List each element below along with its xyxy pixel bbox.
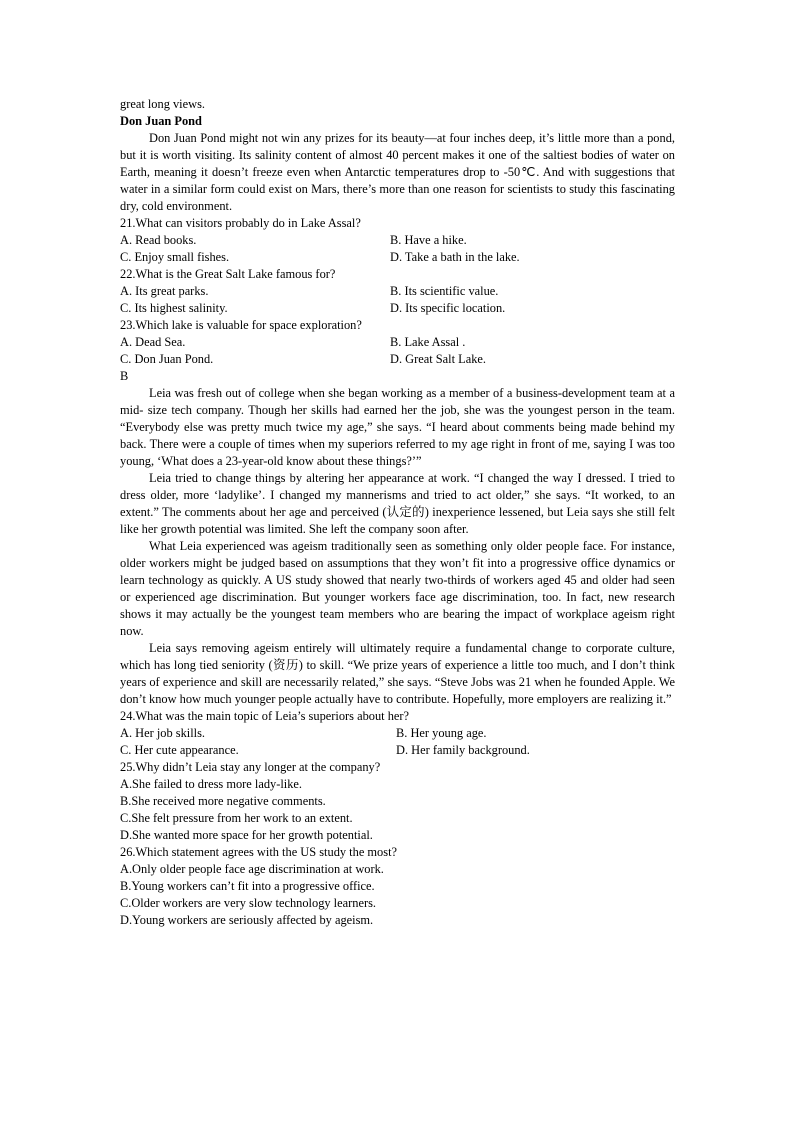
question: 25.Why didn’t Leia stay any longer at the company? — [120, 760, 381, 774]
option: C. Enjoy small fishes. — [120, 250, 230, 264]
question: 23.Which lake is valuable for space exploration? — [120, 318, 362, 332]
option: D. Take a bath in the lake. — [390, 250, 520, 264]
question: 21.What can visitors probably do in Lake Assal? — [120, 216, 361, 230]
question: 26.Which statement agrees with the US study the most? — [120, 845, 398, 859]
option: B. Her young age. — [396, 726, 487, 740]
section-heading: Don Juan Pond — [120, 114, 202, 128]
question: 22.What is the Great Salt Lake famous for? — [120, 267, 336, 281]
option: B.She received more negative comments. — [120, 794, 326, 808]
paragraph: Leia was fresh out of college when she began working as a member of a business-development team at a mid- size tech company. Though her skills had earned her the job, she was the youngest person in the team. “Everybody else was pretty much twice my age,” she says. “I heard about comments being made behind my back. There were a couple of times when my superiors referred to my age right in front of me, saying I was too young, ‘What does a 23-year-old know about these things?’” — [120, 386, 675, 468]
question: 24.What was the main topic of Leia’s superiors about her? — [120, 709, 410, 723]
option-row — [120, 742, 675, 759]
section-label: B — [120, 369, 129, 383]
option: D.Young workers are seriously affected by ageism. — [120, 913, 374, 927]
option-row — [120, 283, 675, 300]
option-row — [120, 725, 675, 742]
option: C.She felt pressure from her work to an extent. — [120, 811, 353, 825]
option: B. Its scientific value. — [390, 284, 499, 298]
paragraph: Leia says removing ageism entirely will ultimately require a fundamental change to corporate culture, which has long tied seniority (资历) to skill. “We prize years of experience a little too much, and I don’t think years of experience and skill are necessarily related,” she says. “Steve Jobs was 21 when he founded Apple. We don’t know how much younger people actually have to contribute. Hopefully, more employers are realizing it.” — [120, 641, 675, 706]
option: A. Its great parks. — [120, 284, 209, 298]
option-row — [120, 300, 675, 317]
option: C. Her cute appearance. — [120, 743, 239, 757]
option: C. Don Juan Pond. — [120, 352, 214, 366]
option: D. Its specific location. — [390, 301, 506, 315]
option: B. Lake Assal . — [390, 335, 466, 349]
option: A.She failed to dress more lady-like. — [120, 777, 303, 791]
paragraph: Don Juan Pond might not win any prizes for its beauty—at four inches deep, it’s little more than a pond, but it is worth visiting. Its salinity content of almost 40 percent makes it one of the saltiest bodies of water on Earth, meaning it doesn’t freeze even when Antarctic temperatures drop to -50℃. And with suggestions that water in a similar form could exist on Mars, there’s more than one reason for scientists to study this fascinating dry, cold environment. — [120, 131, 675, 213]
option: B.Young workers can’t fit into a progressive office. — [120, 879, 375, 893]
option: A. Her job skills. — [120, 726, 206, 740]
option-row — [120, 351, 675, 368]
paragraph: Leia tried to change things by altering her appearance at work. “I changed the way I dressed. I tried to dress older, more ‘ladylike’. I changed my mannerisms and tried to act older,” she says. “It worked, to an extent.” The comments about her age and perceived (认定的) inexperience lessened, but Leia says she still felt like her growth potential was limited. She left the company soon after. — [120, 471, 675, 536]
option: C. Its highest salinity. — [120, 301, 228, 315]
option-row — [120, 249, 675, 266]
option-row — [120, 232, 675, 249]
option: A. Read books. — [120, 233, 197, 247]
option: A.Only older people face age discrimination at work. — [120, 862, 384, 876]
option: D. Great Salt Lake. — [390, 352, 486, 366]
paragraph: What Leia experienced was ageism traditionally seen as something only older people face. For instance, older workers might be judged based on assumptions that they won’t fit into a progressive office dynamics or learn technology as quickly. A US study showed that nearly two-thirds of workers aged 45 and older had seen or experienced age discrimination. But younger workers face age discrimination, too. In fact, new research shows it may actually be the youngest team members who are bearing the impact of workplace ageism right now. — [120, 539, 675, 638]
document-page — [120, 96, 675, 929]
option: B. Have a hike. — [390, 233, 467, 247]
top-line: great long views. — [120, 97, 205, 111]
option: A. Dead Sea. — [120, 335, 186, 349]
option: D.She wanted more space for her growth potential. — [120, 828, 373, 842]
option: D. Her family background. — [396, 743, 530, 757]
option: C.Older workers are very slow technology learners. — [120, 896, 376, 910]
option-row — [120, 334, 675, 351]
